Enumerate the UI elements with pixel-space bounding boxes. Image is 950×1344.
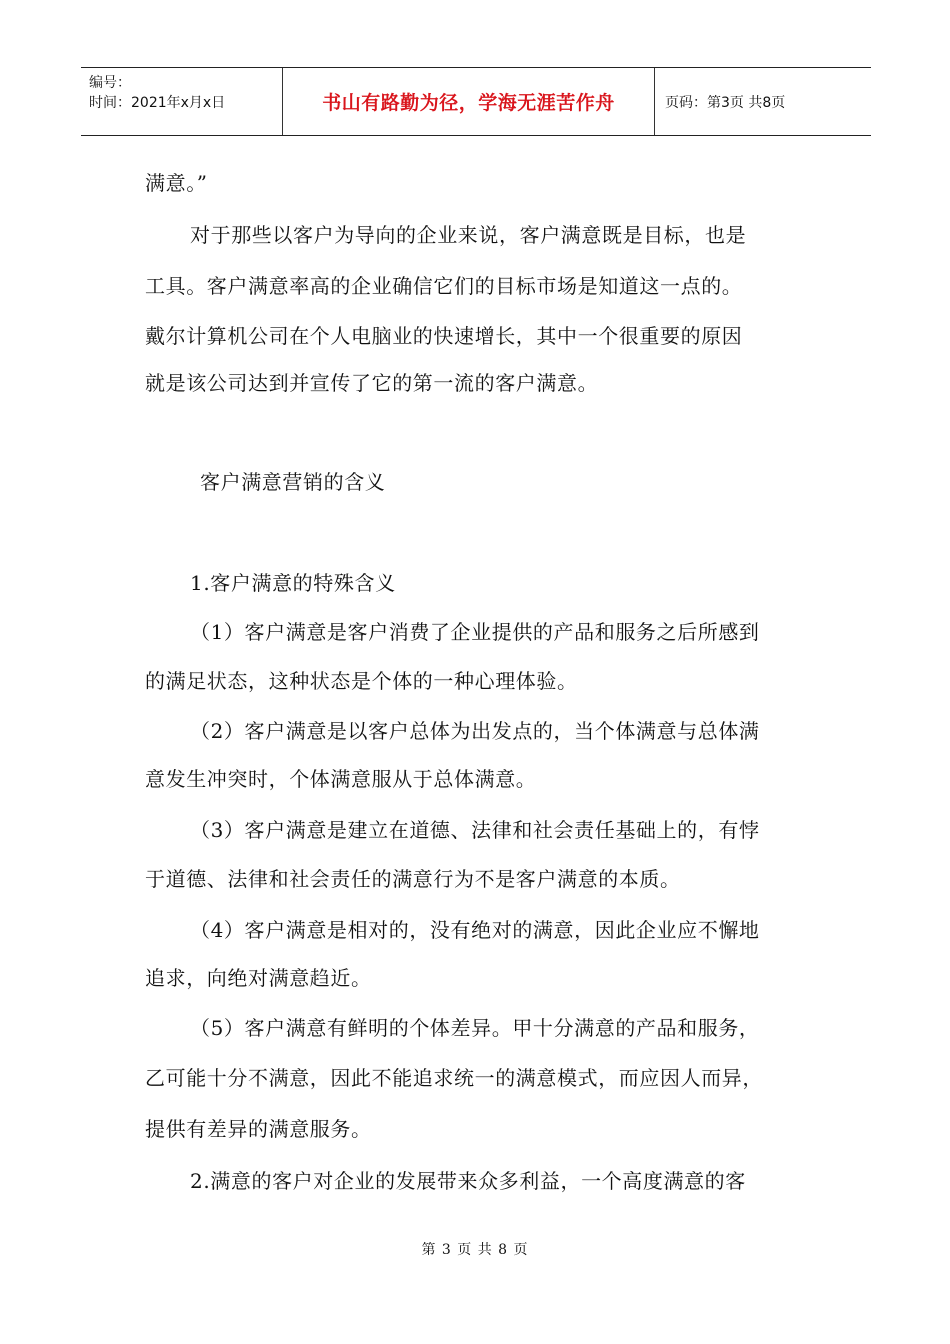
header-page-cell [655, 68, 871, 135]
body-line: 2.满意的客户对企业的发展带来众多利益，一个高度满意的客 [190, 1169, 746, 1193]
page-footer: 第 3 页 共 8 页 [421, 1242, 529, 1258]
body-line: 提供有差异的满意服务。 [145, 1117, 372, 1141]
body-line: 就是该公司达到并宣传了它的第一流的客户满意。 [145, 371, 599, 395]
body-line: 工具。客户满意率高的企业确信它们的目标市场是知道这一点的。 [145, 274, 743, 298]
body-line: 于道德、法律和社会责任的满意行为不是客户满意的本质。 [145, 867, 681, 891]
document-number-label: 编号： [89, 75, 131, 91]
header-motto-cell [283, 68, 655, 135]
body-line: 的满足状态，这种状态是个体的一种心理体验。 [145, 669, 578, 693]
body-line: （5）客户满意有鲜明的个体差异。甲十分满意的产品和服务， [190, 1016, 760, 1040]
body-line: 追求，向绝对满意趋近。 [145, 966, 372, 990]
body-line: 满意。” [145, 171, 208, 195]
document-time-label: 时间：2021年x月x日 [89, 95, 226, 111]
body-line: （1）客户满意是客户消费了企业提供的产品和服务之后所感到 [190, 620, 760, 644]
body-line: 戴尔计算机公司在个人电脑业的快速增长，其中一个很重要的原因 [145, 324, 743, 348]
document-header [81, 67, 871, 136]
body-line: 乙可能十分不满意，因此不能追求统一的满意模式，而应因人而异， [145, 1066, 763, 1090]
header-page-info: 页码：第3页 共8页 [665, 94, 786, 111]
section-heading: 客户满意营销的含义 [200, 470, 386, 494]
header-motto: 书山有路勤为径，学海无涯苦作舟 [322, 92, 615, 114]
body-line: （3）客户满意是建立在道德、法律和社会责任基础上的，有悖 [190, 818, 760, 842]
body-line: 对于那些以客户为导向的企业来说，客户满意既是目标，也是 [190, 223, 747, 247]
header-meta-cell [81, 68, 283, 135]
body-line: （2）客户满意是以客户总体为出发点的，当个体满意与总体满 [190, 719, 760, 743]
body-line: （4）客户满意是相对的，没有绝对的满意，因此企业应不懈地 [190, 918, 760, 942]
body-line: 意发生冲突时，个体满意服从于总体满意。 [145, 767, 537, 791]
subsection-heading: 1.客户满意的特殊含义 [190, 571, 396, 595]
